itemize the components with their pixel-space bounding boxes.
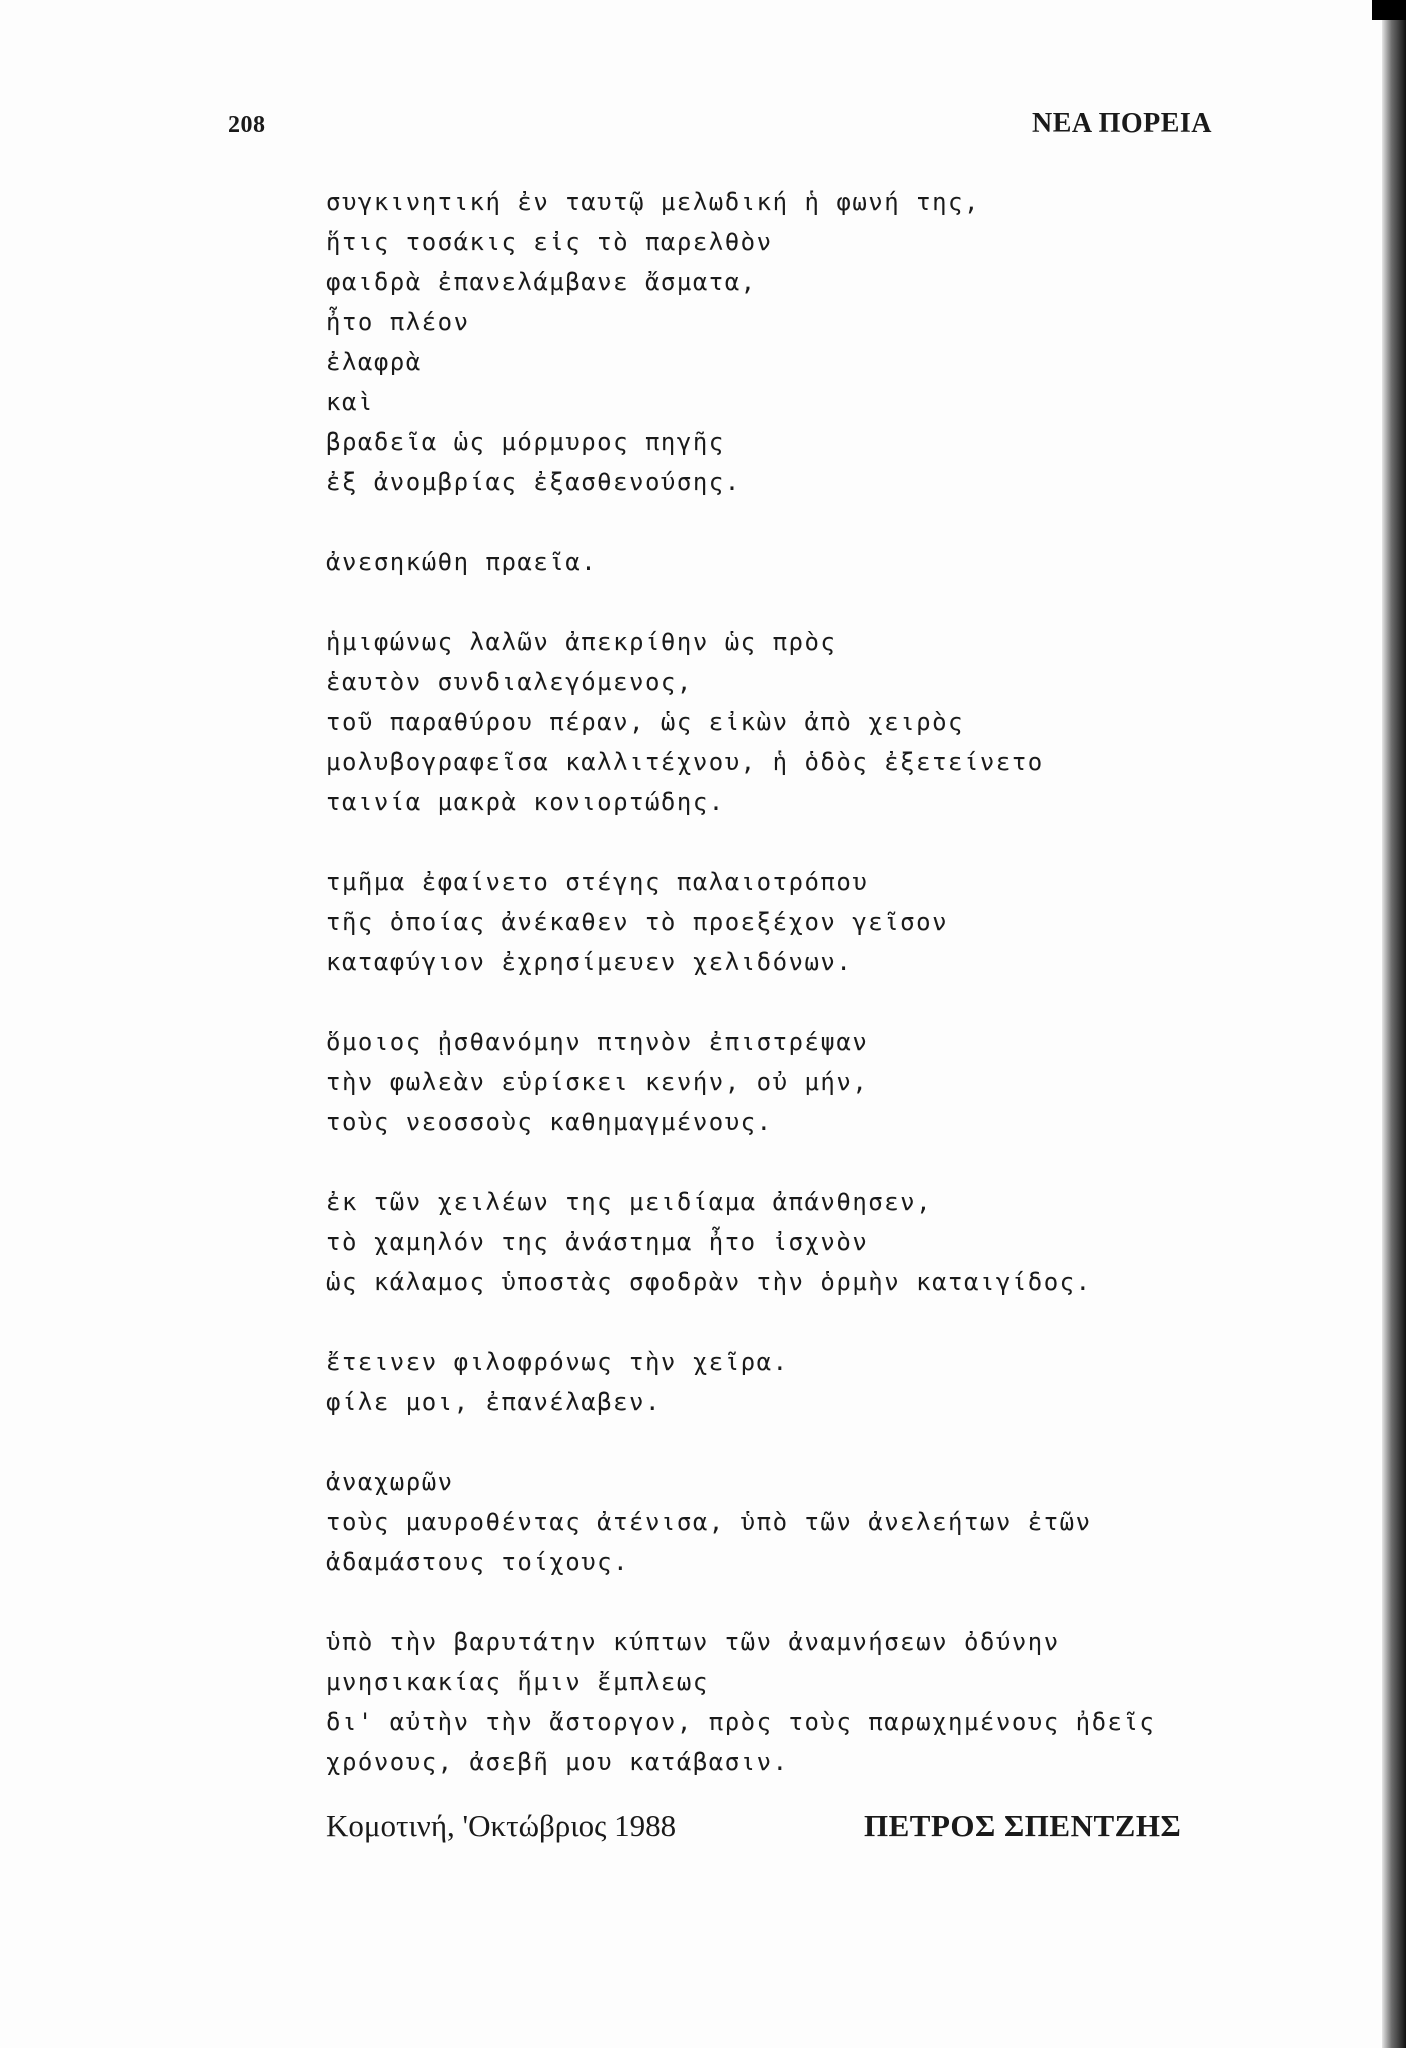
- poem-line: ἥτις τοσάκις εἰς τὸ παρελθὸν: [326, 228, 773, 256]
- poem-line: καταφύγιον ἐχρησίμευεν χελιδόνων.: [326, 948, 853, 976]
- stanza: [326, 1342, 1326, 1422]
- poem-line: ἐξ ἀνομβρίας ἐξασθενούσης.: [326, 468, 741, 496]
- page-edge-shadow: [1382, 0, 1406, 2048]
- poem-line: ὅμοιος ᾐσθανόμην πτηνὸν ἐπιστρέψαν: [326, 1028, 869, 1056]
- poem-line: ὡς κάλαμος ὑποστὰς σφοδρὰν τὴν ὁρμὴν καταιγίδος.: [326, 1268, 1092, 1296]
- poem-line: συγκινητική ἐν ταυτῷ μελωδική ἡ φωνή της,: [326, 188, 980, 216]
- poem-line: τῆς ὁποίας ἀνέκαθεν τὸ προεξέχον γεῖσον: [326, 908, 949, 936]
- poem-line: μολυβογραφεῖσα καλλιτέχνου, ἡ ὁδὸς ἐξετείνετο: [326, 748, 1044, 776]
- poem-line: ἐλαφρὰ: [326, 348, 422, 376]
- poem-line: ἀνεσηκώθη πραεῖα.: [326, 548, 598, 576]
- poem-line: φαιδρὰ ἐπανελάμβανε ἄσματα,: [326, 268, 757, 296]
- poem-body: [326, 182, 1326, 1822]
- poem-line: βραδεῖα ὡς μόρμυρος πηγῆς: [326, 428, 725, 456]
- poem-line: τοὺς μαυροθέντας ἀτένισα, ὑπὸ τῶν ἀνελεήτων ἐτῶν: [326, 1508, 1092, 1536]
- poem-line: καὶ: [326, 388, 374, 416]
- poem-line: τὴν φωλεὰν εὑρίσκει κενήν, οὐ μήν,: [326, 1068, 869, 1096]
- stanza: [326, 1182, 1326, 1302]
- stanza: [326, 1462, 1326, 1582]
- poem-line: ταινία μακρὰ κονιορτώδης.: [326, 788, 725, 816]
- stanza: [326, 1022, 1326, 1142]
- poem-line: τοῦ παραθύρου πέραν, ὡς εἰκὼν ἀπὸ χειρὸς: [326, 708, 964, 736]
- stanza: [326, 622, 1326, 822]
- poem-line: ἑαυτὸν συνδιαλεγόμενος,: [326, 668, 693, 696]
- stanza: [326, 1622, 1326, 1782]
- page-edge-corner: [1372, 0, 1406, 20]
- poem-line: τμῆμα ἐφαίνετο στέγης παλαιοτρόπου: [326, 868, 869, 896]
- poem-line: ὑπὸ τὴν βαρυτάτην κύπτων τῶν ἀναμνήσεων ὀδύνην: [326, 1628, 1060, 1656]
- poem-line: τοὺς νεοσσοὺς καθημαγμένους.: [326, 1108, 773, 1136]
- stanza: [326, 862, 1326, 982]
- stanza: [326, 542, 1326, 582]
- poem-line: δι' αὐτὴν τὴν ἄστοργον, πρὸς τοὺς παρωχημένους ἠδεῖς: [326, 1708, 1156, 1736]
- author-signature: ΠΕΤΡΟΣ ΣΠΕΝΤΖΗΣ: [864, 1808, 1182, 1843]
- poem-line: ἡμιφώνως λαλῶν ἀπεκρίθην ὡς πρὸς: [326, 628, 837, 656]
- poem-line: ἀδαμάστους τοίχους.: [326, 1548, 630, 1576]
- poem-line: χρόνους, ἀσεβῆ μου κατάβασιν.: [326, 1748, 789, 1776]
- poem-line: τὸ χαμηλόν της ἀνάστημα ἦτο ἰσχνὸν: [326, 1228, 869, 1256]
- poem-line: ἦτο πλέον: [326, 308, 470, 336]
- poem-line: ἔτεινεν φιλοφρόνως τὴν χεῖρα.: [326, 1348, 789, 1376]
- place-and-date: Κομοτινή, 'Οκτώβριος 1988: [326, 1808, 677, 1843]
- poem-line: ἀναχωρῶν: [326, 1468, 454, 1496]
- running-title: ΝΕΑ ΠΟΡΕΙΑ: [1032, 108, 1213, 139]
- poem-line: φίλε μοι, ἐπανέλαβεν.: [326, 1388, 661, 1416]
- poem-line: μνησικακίας ἥμιν ἔμπλεως: [326, 1668, 709, 1696]
- page-number: 208: [228, 112, 266, 138]
- poem-line: ἐκ τῶν χειλέων της μειδίαμα ἀπάνθησεν,: [326, 1188, 933, 1216]
- stanza: [326, 182, 1326, 502]
